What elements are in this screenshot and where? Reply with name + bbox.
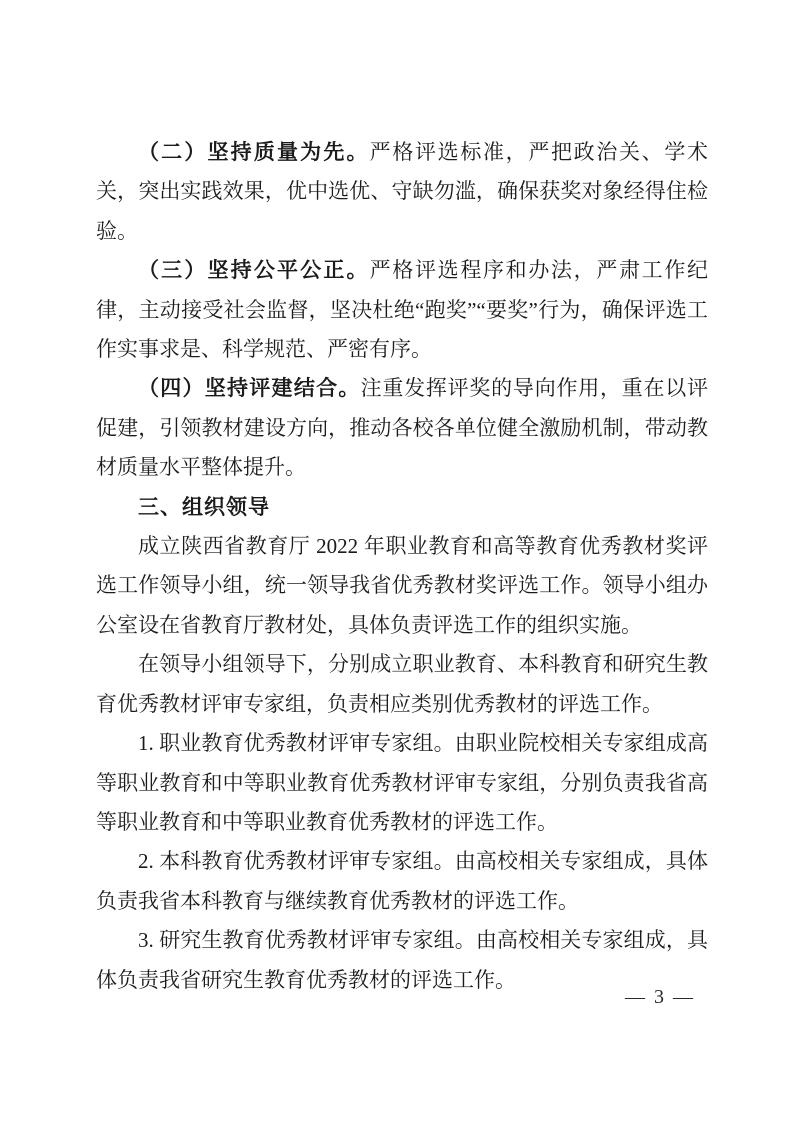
principle-item-3 <box>96 251 708 369</box>
principle-item-2-lead: （二）坚持质量为先。 <box>138 140 370 164</box>
section-heading-organization: 三、组织领导 <box>138 495 270 519</box>
page-number: — 3 — <box>625 986 695 1008</box>
body-paragraph-leading-group: 成立陕西省教育厅 2022 年职业教育和高等教育优秀教材奖评选工作领导小组，统一领导我省优秀教材奖评选工作。领导小组办公室设在省教育厅教材处，具体负责评选工作的组织实施。 <box>96 534 708 637</box>
list-item-undergraduate-group: 2. 本科教育优秀教材评审专家组。由高校相关专家组成，具体负责我省本科教育与继续教育优秀教材的评选工作。 <box>96 849 708 913</box>
principle-item-2-text: 严格评选标准，严把政治关、学术关，突出实践效果，优中选优、守缺勿滥，确保获奖对象经得住检验。 <box>96 140 709 243</box>
list-item-vocational-group: 1. 职业教育优秀教材评审专家组。由职业院校相关专家组成高等职业教育和中等职业教育优秀教材评审专家组，分别负责我省高等职业教育和中等职业教育优秀教材的评选工作。 <box>96 731 708 834</box>
document-body <box>96 133 708 1000</box>
principle-item-4-text: 注重发挥评奖的导向作用，重在以评促建，引领教材建设方向，推动各校各单位健全激励机制，带动教材质量水平整体提升。 <box>96 376 709 480</box>
principle-item-4 <box>96 369 708 487</box>
list-item-graduate-group: 3. 研究生教育优秀教材评审专家组。由高校相关专家组成，具体负责我省研究生教育优秀教材的评选工作。 <box>96 928 708 992</box>
body-paragraph-expert-groups: 在领导小组领导下，分别成立职业教育、本科教育和研究生教育优秀教材评审专家组，负责相应类别优秀教材的评选工作。 <box>96 652 708 716</box>
principle-item-3-lead: （三）坚持公平公正。 <box>138 258 370 283</box>
principle-item-3-text: 严格评选程序和办法，严肃工作纪律，主动接受社会监督，坚决杜绝“跑奖”“要奖”行为，确保评选工作实事求是、科学规范、严密有序。 <box>96 258 709 362</box>
principle-item-2 <box>96 133 708 251</box>
principle-item-4-lead: （四）坚持评建结合。 <box>138 376 361 401</box>
